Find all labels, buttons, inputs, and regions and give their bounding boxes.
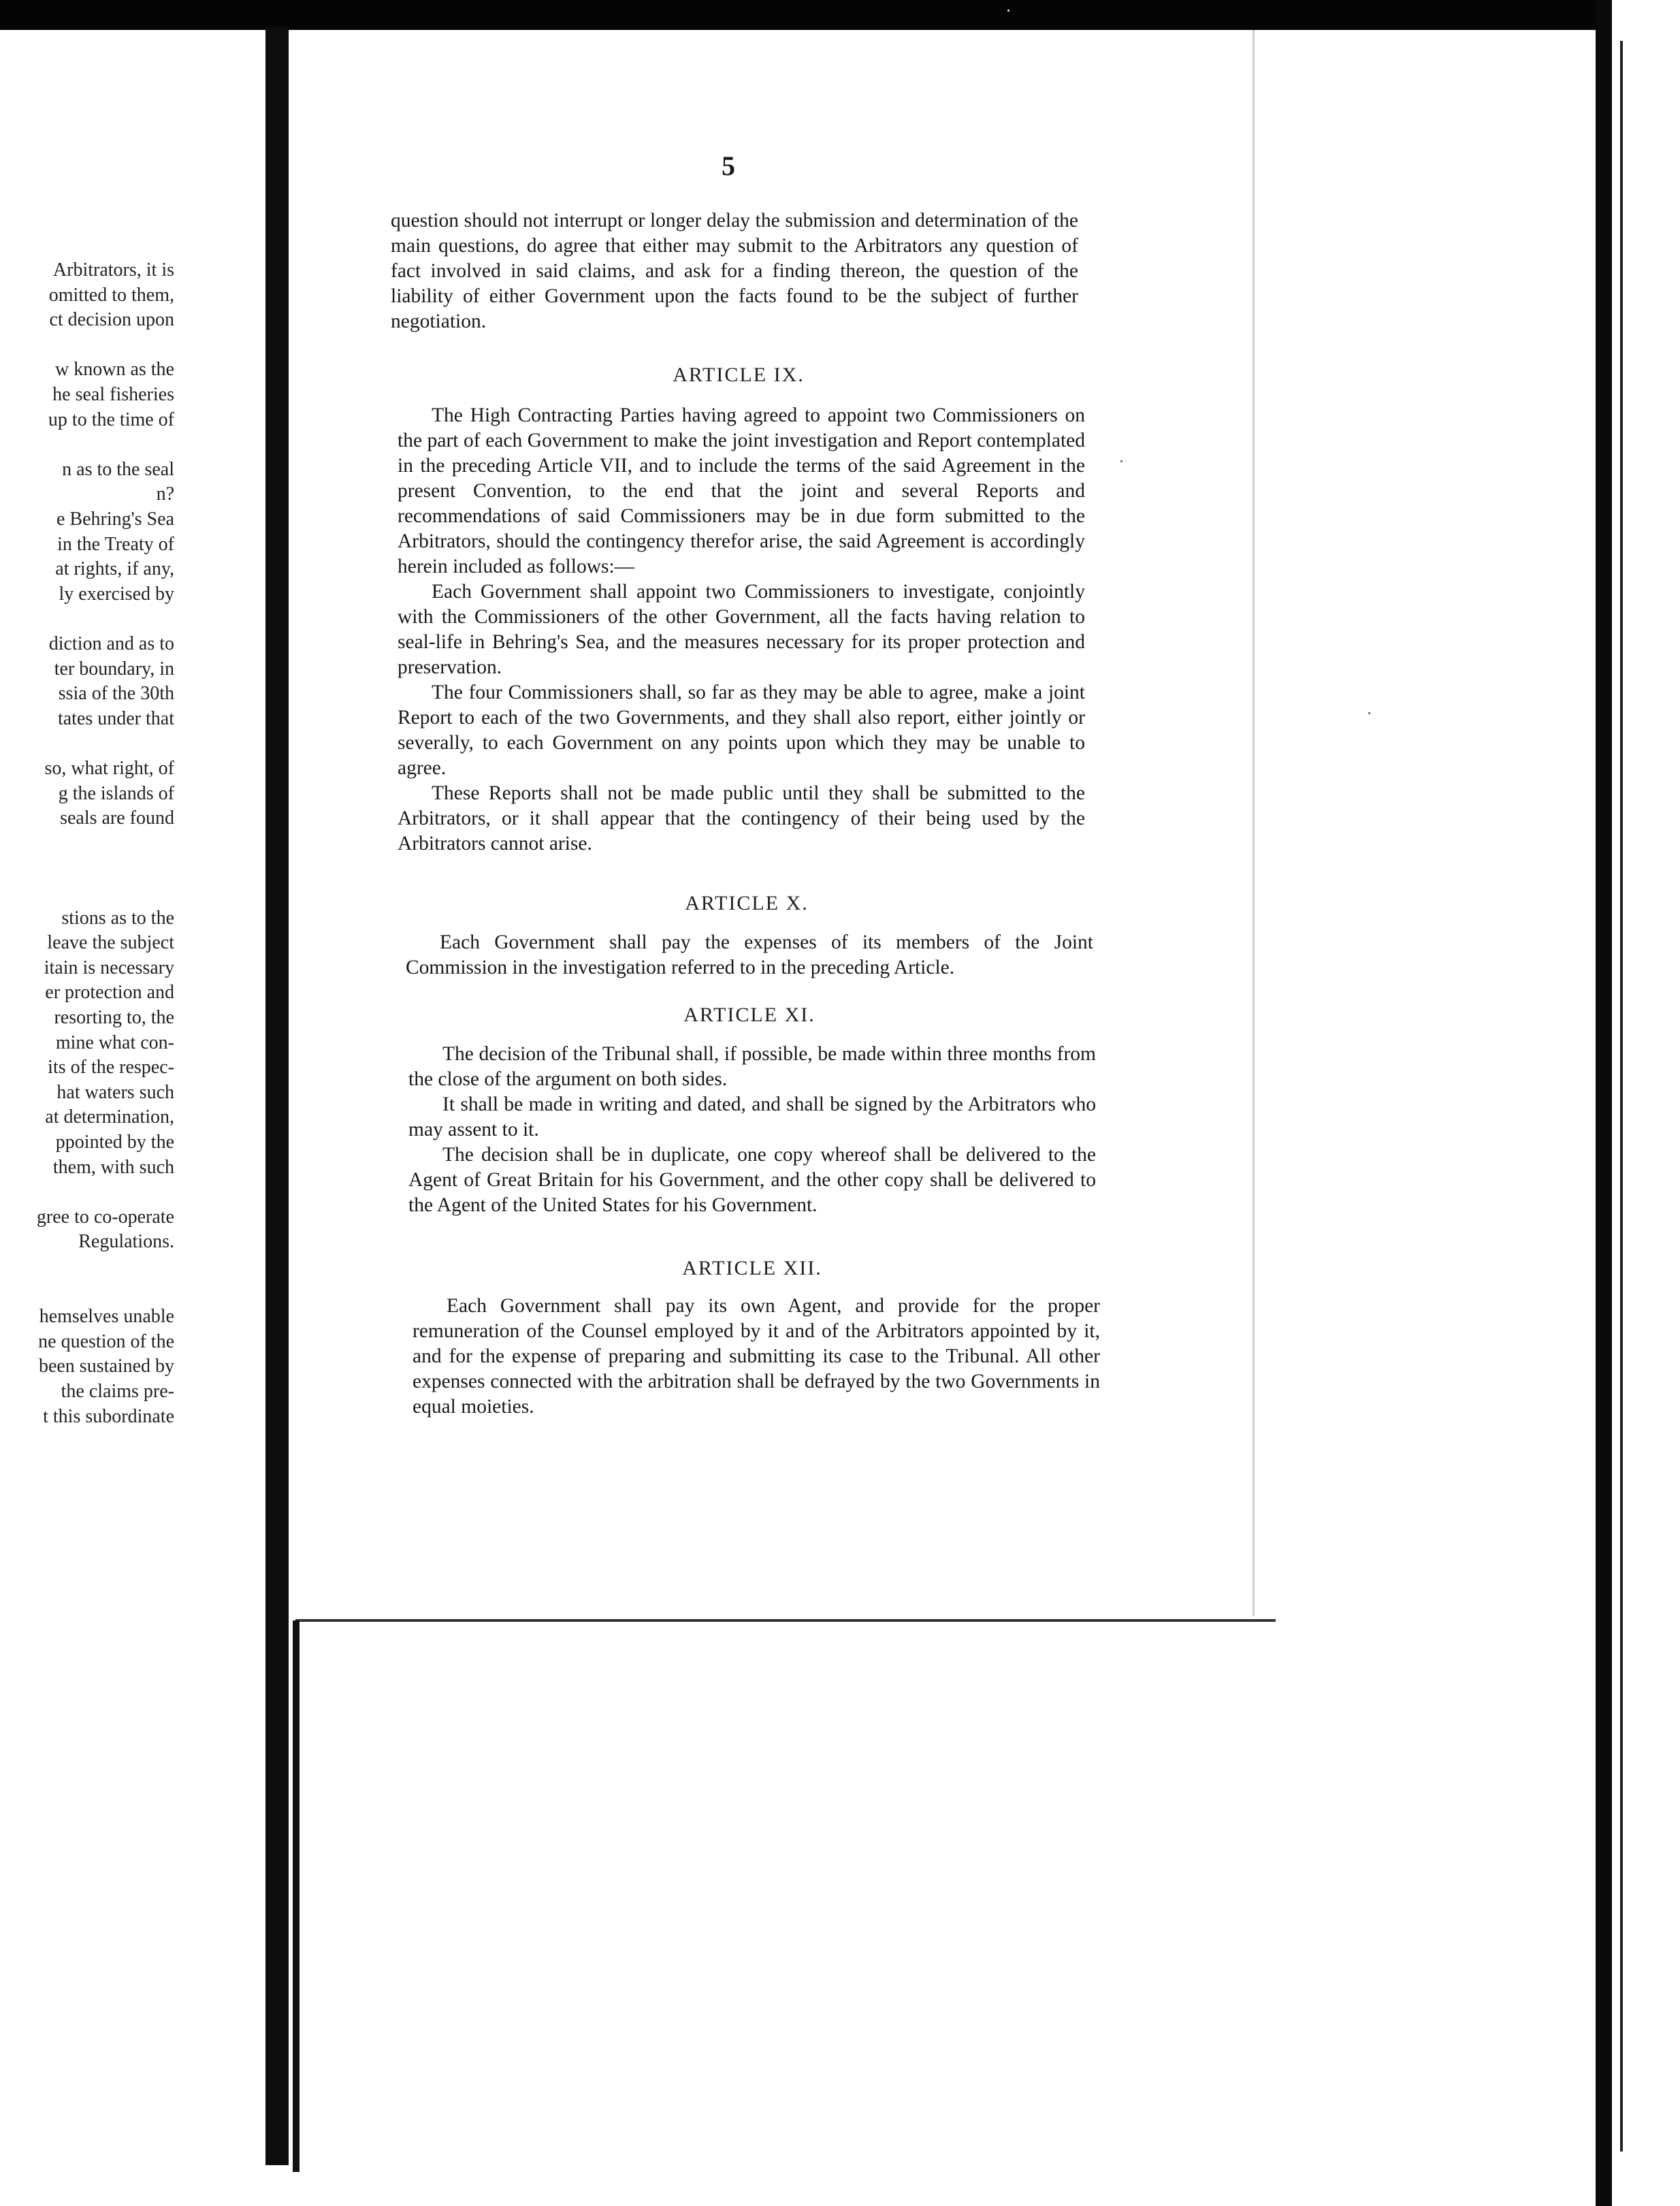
paragraph: The decision shall be in duplicate, one copy whereof shall be delivered to the Agent of Great Britain for his Government, and the other copy shall be delivered to the Agent of the United States for his Government. bbox=[408, 1144, 1096, 1216]
article-ix-body bbox=[398, 403, 1085, 857]
previous-page-line: seals are found bbox=[60, 808, 174, 829]
previous-page-line: stions as to the bbox=[61, 907, 174, 929]
previous-page-line: g the islands of bbox=[58, 782, 174, 804]
previous-page-line: Regulations. bbox=[78, 1231, 174, 1253]
page-bottom-edge bbox=[295, 1619, 1276, 1622]
previous-page-line: ne question of the bbox=[38, 1330, 174, 1352]
previous-page-line: w known as the bbox=[55, 359, 174, 381]
paragraph: Each Government shall pay its own Agent, and provide for the proper remuneration of the Counsel employed by it and of the Arbitrators appointed by it, and for the expense of preparing and submitting its case to the Tribunal. All other expenses connected with the arbitration shall be defrayed by the two Governments in equal moieties. bbox=[413, 1295, 1100, 1418]
previous-page-line: them, with such bbox=[52, 1156, 174, 1178]
previous-page-line: n as to the seal bbox=[62, 458, 174, 480]
previous-page-line: at determination, bbox=[45, 1106, 174, 1128]
previous-page-line: ct decision upon bbox=[49, 309, 174, 331]
scan-speck bbox=[1368, 712, 1370, 714]
article-heading: ARTICLE XII. bbox=[682, 1257, 822, 1279]
previous-page-line: ppointed by the bbox=[55, 1132, 174, 1153]
scan-border-right bbox=[1596, 0, 1612, 2206]
previous-page-line: in the Treaty of bbox=[57, 533, 174, 555]
previous-page-line: been sustained by bbox=[38, 1356, 174, 1377]
scan-border-top bbox=[0, 0, 1606, 30]
previous-page-line: so, what right, of bbox=[44, 758, 174, 779]
scan-speck bbox=[1120, 460, 1122, 462]
article-heading: ARTICLE IX. bbox=[673, 364, 805, 386]
page-gutter-fold bbox=[265, 27, 289, 2165]
article-x-body bbox=[406, 930, 1093, 980]
paragraph: The decision of the Tribunal shall, if possible, be made within three months from the close of the argument on both sides. bbox=[408, 1043, 1096, 1090]
previous-page-line: ter boundary, in bbox=[54, 658, 174, 680]
previous-page-line: leave the subject bbox=[47, 932, 174, 954]
previous-page-line: tates under that bbox=[57, 707, 174, 729]
paragraph: Each Government shall appoint two Commissioners to investigate, conjointly with the Commissioners of the other Government, all the facts having relation to seal-life in Behring's Sea, and the measures necessary for its proper protection and preservation. bbox=[398, 581, 1085, 678]
scan-border-right-line bbox=[1620, 41, 1623, 2152]
article-heading: ARTICLE XI. bbox=[683, 1004, 815, 1026]
previous-page-line: e Behring's Sea bbox=[56, 509, 174, 530]
article-heading: ARTICLE X. bbox=[685, 892, 809, 914]
previous-page-line: the claims pre- bbox=[61, 1381, 174, 1402]
previous-page-line: n? bbox=[156, 483, 174, 505]
previous-page-line: mine what con- bbox=[55, 1032, 174, 1053]
paragraph: The four Commissioners shall, so far as they may be able to agree, make a joint Report to each of the two Governments, and they shall also report, either jointly or severally, to each Government on any points upon which they may be unable to agree. bbox=[398, 682, 1085, 779]
previous-page-line: hemselves unable bbox=[39, 1306, 174, 1328]
paragraph: Each Government shall pay the expenses of its members of the Joint Commission in the investigation referred to in the preceding Article. bbox=[406, 931, 1093, 978]
previous-page-line: at rights, if any, bbox=[55, 558, 174, 580]
previous-page-line: its of the respec- bbox=[48, 1057, 174, 1078]
previous-page-fragment bbox=[0, 259, 174, 1457]
paragraph: These Reports shall not be made public until they shall be submitted to the Arbitrators, or it shall appear that the contingency of their being used by the Arbitrators cannot arise. bbox=[398, 782, 1085, 854]
previous-page-line: er protection and bbox=[45, 982, 174, 1004]
continuation-paragraph bbox=[391, 208, 1078, 334]
previous-page-line: resorting to, the bbox=[54, 1007, 174, 1028]
paragraph: question should not interrupt or longer delay the submission and determination of the main questions, do agree that either may submit to the Arbitrators any question of fact involved in said claims, and ask for a finding thereon, the question of the liability of either Government upon the facts found to be the subject of further negotiation. bbox=[391, 210, 1078, 332]
scan-speck bbox=[1007, 10, 1009, 12]
article-xi-body bbox=[408, 1042, 1096, 1218]
previous-page-line: he seal fisheries bbox=[52, 384, 174, 405]
paragraph: The High Contracting Parties having agreed to appoint two Commissioners on the part of each Government to make the joint investigation and Report contemplated in the preceding Article VII, and to include the terms of the said Agreement in the present Convention, to the end that the joint and several Reports and recommendations of said Commissioners may be in due form submitted to the Arbitrators, should the contingency therefor arise, the said Agreement is accordingly herein included as follows:— bbox=[398, 404, 1085, 577]
previous-page-line: ssia of the 30th bbox=[58, 683, 174, 705]
page-leaf-edge bbox=[1253, 30, 1255, 1616]
paragraph: It shall be made in writing and dated, and shall be signed by the Arbitrators who may assent to it. bbox=[408, 1093, 1096, 1140]
page-gutter-lower bbox=[293, 1620, 300, 2172]
previous-page-line: hat waters such bbox=[56, 1081, 174, 1103]
previous-page-line: Arbitrators, it is bbox=[52, 259, 174, 281]
previous-page-line: omitted to them, bbox=[48, 284, 174, 306]
previous-page-line: gree to co-operate bbox=[36, 1206, 174, 1228]
previous-page-line: diction and as to bbox=[48, 633, 174, 654]
article-xii-body bbox=[413, 1294, 1100, 1420]
previous-page-line: t this subordinate bbox=[43, 1405, 174, 1427]
page-number: 5 bbox=[722, 150, 735, 181]
previous-page-line: ly exercised by bbox=[59, 583, 174, 605]
previous-page-line: itain is necessary bbox=[44, 957, 174, 978]
previous-page-line: up to the time of bbox=[48, 409, 174, 430]
